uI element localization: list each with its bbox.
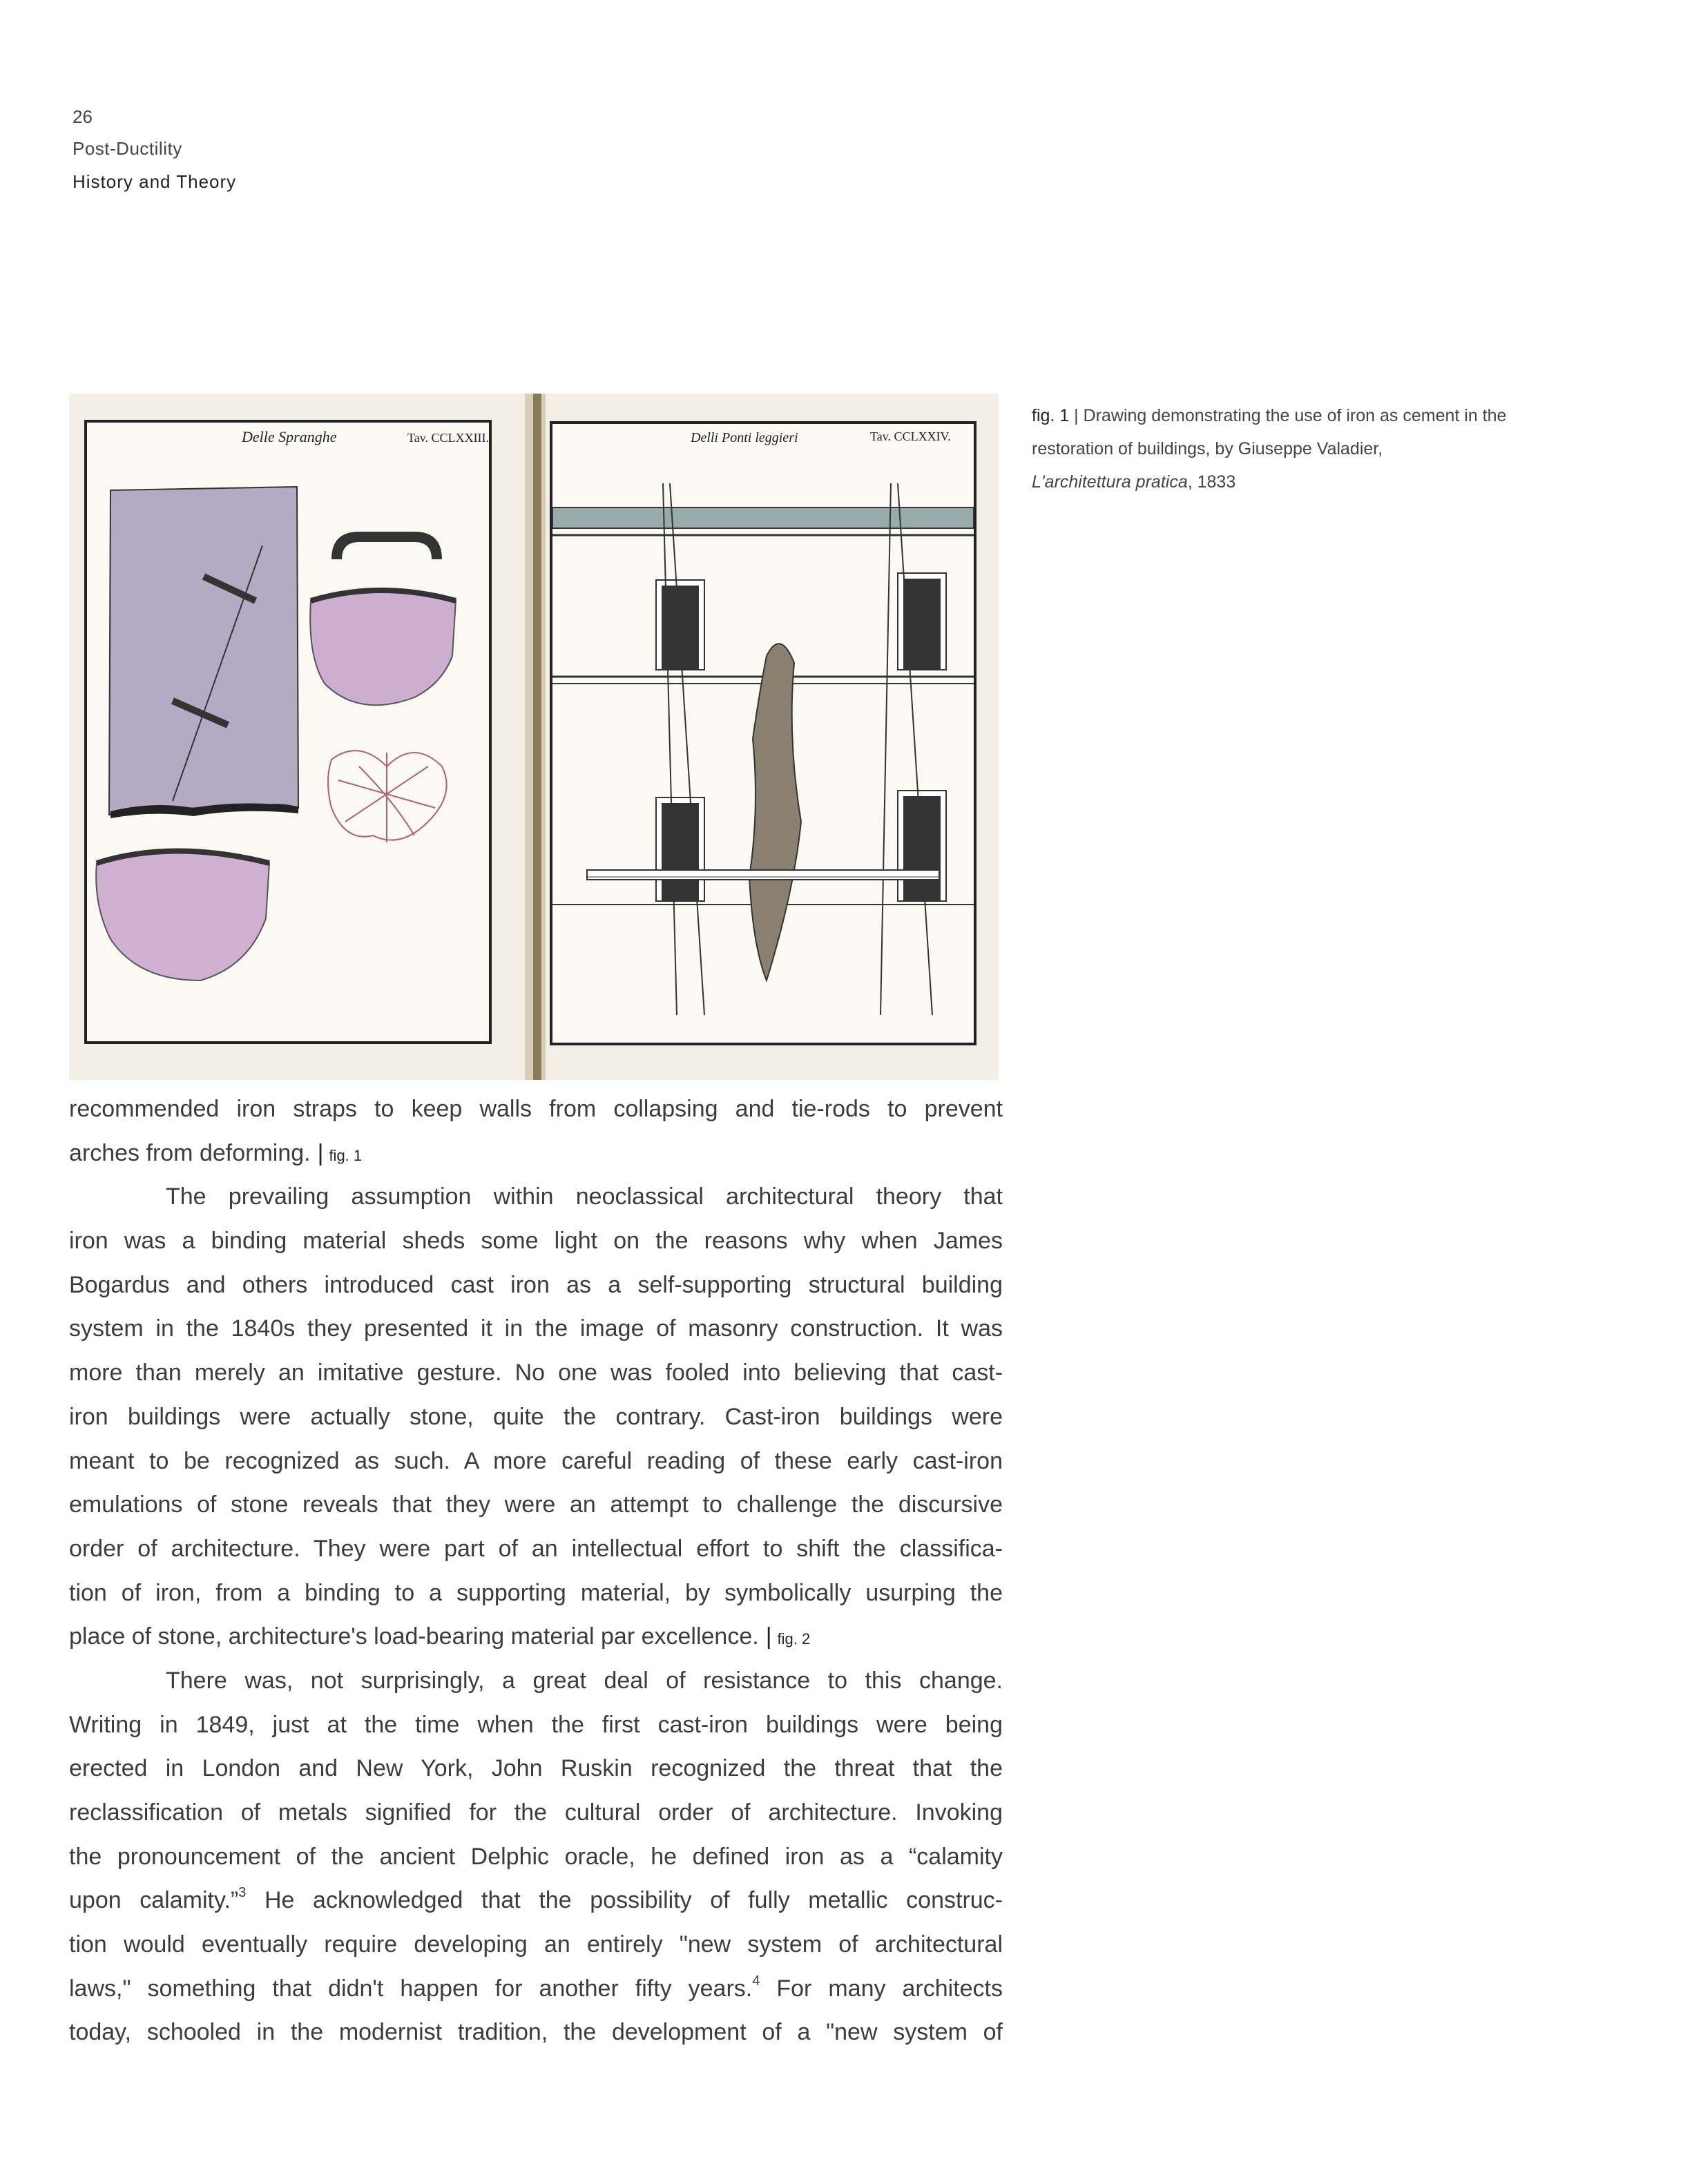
text-run: place of stone, architecture's load-bearing material par excellence.: [69, 1623, 759, 1650]
text-line: [69, 1795, 1003, 1839]
text-line: [69, 1575, 1003, 1619]
text-line: [69, 1487, 1003, 1531]
text-run: order of architecture. They were part of an intellectual effort to shift the classifica-: [69, 1535, 1003, 1562]
text-line: [69, 1355, 1003, 1399]
footnote-ref: 3: [238, 1885, 247, 1901]
text-run: For many architects: [760, 1975, 1003, 2002]
text-line: [69, 1399, 1003, 1443]
text-run: laws," something that didn't happen for another fifty years.: [69, 1975, 753, 2002]
figure-ref: | fig. 2: [765, 1623, 811, 1650]
ref-separator: |: [317, 1139, 324, 1166]
text-run: The prevailing assumption within neoclassical architectural theory that: [166, 1183, 1003, 1210]
text-line: [69, 1839, 1003, 1883]
text-run: iron buildings were actually stone, quite the contrary. Cast-iron buildings were: [69, 1403, 1003, 1430]
text-run: arches from deforming.: [69, 1139, 311, 1166]
text-run: He acknowledged that the possibility of fully metallic construc-: [246, 1887, 1003, 1914]
text-run: meant to be recognized as such. A more careful reading of these early cast-iron: [69, 1447, 1003, 1474]
figure-caption: [1032, 399, 1529, 499]
text-run: erected in London and New York, John Ruskin recognized the threat that the: [69, 1755, 1003, 1782]
caption-text: Drawing demonstrating the use of iron as cement in the restoration of buildings, by Giuseppe Valadier,: [1032, 406, 1507, 458]
footnote-ref: 4: [752, 1973, 760, 1989]
text-line: [69, 1618, 1003, 1663]
text-line: [69, 1443, 1003, 1487]
text-run: Bogardus and others introduced cast iron as a self-supporting structural building: [69, 1271, 1003, 1298]
figure-ref: | fig. 1: [317, 1139, 363, 1166]
text-run: There was, not surprisingly, a great deal of resistance to this change.: [166, 1667, 1003, 1694]
text-run: the pronouncement of the ancient Delphic oracle, he defined iron as a “calamity: [69, 1843, 1003, 1870]
body-text: [69, 1091, 1003, 2058]
text-line: [69, 1091, 1003, 1135]
caption-year: , 1833: [1187, 472, 1236, 492]
caption-work-title: L'architettura pratica: [1032, 472, 1188, 492]
caption-separator: |: [1074, 406, 1079, 425]
left-plate-title: Delle Spranghe: [242, 428, 337, 445]
ref-separator: |: [765, 1623, 772, 1650]
text-line: [69, 1971, 1003, 2015]
text-line: [69, 1531, 1003, 1575]
text-line: [69, 1882, 1003, 1926]
text-run: tion of iron, from a binding to a supporting material, by symbolically usurping the: [69, 1579, 1003, 1606]
text-run: upon calamity.”: [69, 1887, 239, 1914]
text-line: [69, 1135, 1003, 1179]
text-run: reclassification of metals signified for the cultural order of architecture. Invoking: [69, 1799, 1003, 1826]
text-line: [69, 1750, 1003, 1795]
text-run: tion would eventually require developing an entirely "new system of architectural: [69, 1931, 1003, 1958]
text-line: [69, 1926, 1003, 1971]
right-plate-number: Tav. CCLXXIV.: [870, 429, 951, 443]
text-line: [69, 1311, 1003, 1355]
text-line: [69, 1179, 1003, 1223]
text-run: system in the 1840s they presented it in the image of masonry construction. It was: [69, 1315, 1003, 1342]
book-title: Post-Ductility: [73, 138, 182, 159]
text-line: [69, 2014, 1003, 2058]
text-run: Writing in 1849, just at the time when the first cast-iron buildings were being: [69, 1711, 1003, 1738]
text-line: [69, 1707, 1003, 1751]
right-plate: [551, 423, 975, 1044]
text-run: today, schooled in the modernist tradition, the development of a "new system of: [69, 2019, 1003, 2046]
figure-illustration: [69, 394, 999, 1080]
text-line: [69, 1663, 1003, 1707]
left-plate: [86, 421, 490, 1043]
text-run: recommended iron straps to keep walls from collapsing and tie-rods to prevent: [69, 1096, 1003, 1122]
left-plate-number: Tav. CCLXXIII.: [407, 431, 490, 445]
section-title: History and Theory: [73, 171, 237, 192]
text-line: [69, 1267, 1003, 1311]
caption-label: fig. 1: [1032, 406, 1070, 425]
right-plate-title: Delli Ponti leggieri: [691, 430, 798, 445]
text-run: iron was a binding material sheds some light on the reasons why when James: [69, 1228, 1003, 1255]
text-line: [69, 1223, 1003, 1267]
text-run: emulations of stone reveals that they were an attempt to challenge the discursive: [69, 1491, 1003, 1518]
text-run: more than merely an imitative gesture. No one was fooled into believing that cast-: [69, 1360, 1003, 1386]
page-number: 26: [73, 106, 93, 127]
